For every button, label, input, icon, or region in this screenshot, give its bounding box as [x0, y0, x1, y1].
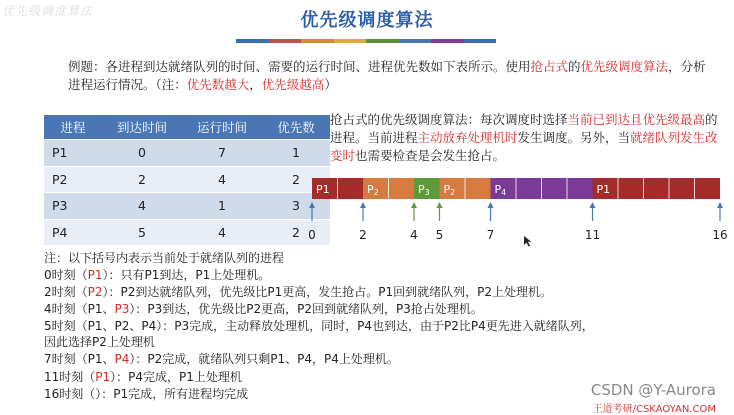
gantt-arrows: [309, 202, 723, 221]
note-highlight: P2: [87, 285, 103, 299]
title-bar-stripe: [334, 39, 367, 43]
title-bar-stripe: [464, 39, 497, 43]
gantt-segment: [593, 178, 721, 199]
note-text: 16时刻（）：P1完成，所有进程均完成: [44, 387, 249, 401]
desc-text: 的进程。当前进程: [330, 112, 718, 145]
note-text: 因此选择P2上处理机: [44, 335, 155, 349]
intro-text: 的: [568, 59, 581, 74]
note-text: ）：只有P1到达，P1上处理机。: [102, 268, 271, 282]
gantt-tick-label: 7: [486, 228, 495, 242]
title-bar-stripe: [301, 39, 334, 43]
gantt-tick-label: 11: [584, 228, 601, 242]
note-line: [44, 284, 552, 301]
process-table: [44, 115, 330, 245]
note-text: ）：P2完成，就绪队列只剩P1、P4，P4上处理机。: [129, 352, 399, 366]
table-row: [44, 193, 330, 220]
note-line: [44, 318, 594, 335]
table-row: [44, 140, 330, 167]
gantt-tick-label: 0: [308, 228, 316, 242]
intro-text: ，分析进程运行情况。（注：: [68, 59, 706, 92]
table-cell: 2: [262, 219, 330, 245]
gantt-label-sub: 4: [501, 188, 507, 197]
intro-highlight: 优先级越高: [261, 77, 325, 92]
note-text: 4时刻（P1、: [44, 302, 115, 316]
note-text: ）：P3到达，优先级比P2更高，P2回到就绪队列，P3抢占处理机。: [129, 302, 483, 316]
table-cell: 7: [182, 140, 262, 167]
intro-paragraph: [68, 58, 708, 94]
note-text: 11时刻（: [44, 370, 96, 384]
title-bar-stripe: [236, 39, 269, 43]
gantt-label-sub: 2: [373, 188, 379, 197]
desc-highlight: 就绪队列发生改变时: [330, 130, 718, 163]
table-cell: 5: [102, 219, 182, 245]
table-cell: 4: [102, 193, 182, 220]
table-cell: 1: [182, 193, 262, 220]
algorithm-description: [330, 111, 720, 165]
intro-text: ，: [249, 77, 262, 92]
gantt-label-sub: 3: [424, 188, 430, 197]
arrow-up-icon: [717, 202, 723, 208]
desc-text: 也需要检查是会发生抢占。: [355, 148, 506, 163]
gantt-label-main: P1: [596, 183, 611, 196]
table-cell: 4: [182, 219, 262, 245]
arrow-up-icon: [309, 202, 315, 208]
table-cell: P2: [44, 166, 102, 193]
note-line: [44, 369, 242, 386]
gantt-segment-label: [316, 183, 330, 196]
arrow-up-icon: [488, 202, 494, 208]
gantt-tick-label: 2: [359, 228, 367, 242]
arrow-up-icon: [590, 202, 596, 208]
table-row: [44, 219, 330, 245]
note-line: [44, 351, 399, 368]
note-highlight: P1: [87, 268, 103, 282]
table-header-cell: 到达时间: [102, 115, 182, 140]
table-header-cell: 运行时间: [182, 115, 262, 140]
arrow-up-icon: [360, 202, 366, 208]
title-bar-stripe: [431, 39, 464, 43]
title-bar-stripe: [366, 39, 399, 43]
gantt-label-main: P: [494, 183, 502, 196]
mouse-cursor-icon: [524, 236, 531, 247]
note-line: [44, 301, 483, 318]
gantt-label-main: P1: [316, 183, 330, 196]
note-text: 5时刻（P1、P2、P4）：P3完成，主动释放处理机，同时，P4也到达，由于P2比P4更先进入就绪队列，: [44, 319, 594, 333]
note-line: [44, 386, 248, 403]
gantt-label-main: P: [418, 183, 425, 196]
table-header-cell: 优先数: [262, 115, 330, 140]
desc-text: 发生调度。另外，当: [517, 130, 631, 145]
note-highlight: P1: [95, 370, 111, 384]
table-row: [44, 166, 330, 193]
note-text: 注：以下括号内表示当前处于就绪队列的进程: [44, 251, 285, 265]
gantt-tick-label: 5: [435, 228, 444, 242]
site-watermark: 王道考研/CSKAOYAN.COM: [592, 404, 716, 415]
arrow-up-icon: [411, 202, 417, 208]
gantt-chart: [306, 176, 726, 246]
arrow-up-icon: [437, 202, 443, 208]
table-cell: P4: [44, 219, 102, 245]
intro-highlight: 抢占式: [530, 59, 569, 74]
table-cell: 2: [262, 166, 330, 193]
note-text: 7时刻（P1、: [44, 352, 115, 366]
note-line: [44, 250, 284, 267]
desc-highlight: 当前已到达且优先级最高: [567, 112, 706, 127]
table-header-cell: 进程: [44, 115, 102, 140]
table-cell: 1: [262, 140, 330, 167]
intro-text: 例题：各进程到达就绪队列的时间、需要的运行时间、进程优先数如下表所示。使用: [68, 59, 531, 74]
desc-highlight: 主动放弃处理机时: [417, 130, 518, 145]
desc-text: 抢占式的优先级调度算法：每次调度时选择: [330, 112, 568, 127]
gantt-label-main: P: [367, 183, 374, 196]
watermark-logo: 优先级调度算法: [2, 4, 94, 18]
gantt-bars: [312, 178, 720, 199]
table-cell: 3: [262, 193, 330, 220]
gantt-label-sub: 2: [450, 188, 456, 197]
table-header-row: [44, 115, 330, 140]
table-cell: P3: [44, 193, 102, 220]
note-text: ）：P4完成，P1上处理机: [110, 370, 242, 384]
title-bar-stripe: [269, 39, 302, 43]
csdn-watermark: CSDN @Y-Aurora: [590, 381, 716, 399]
intro-highlight: 优先数越大: [186, 77, 250, 92]
note-text: 0时刻（: [44, 268, 88, 282]
title-bar-stripe: [399, 39, 432, 43]
note-text: 2时刻（: [44, 285, 88, 299]
table-cell: 2: [102, 166, 182, 193]
gantt-tick-label: 16: [712, 228, 728, 242]
page-title: 优先级调度算法: [300, 10, 434, 31]
gantt-ticks: [308, 228, 727, 242]
note-line: [44, 334, 155, 351]
title-color-bar: [236, 39, 496, 43]
intro-text: ）: [324, 77, 337, 92]
gantt-label-main: P: [443, 183, 451, 196]
table-cell: 0: [102, 140, 182, 167]
gantt-tick-label: 4: [410, 228, 418, 242]
note-line: [44, 267, 270, 284]
note-highlight: P4: [114, 352, 130, 366]
gantt-segment-label: [597, 183, 611, 196]
note-highlight: P3: [114, 302, 130, 316]
intro-highlight: 优先级调度算法: [580, 59, 669, 74]
table-cell: 4: [182, 166, 262, 193]
note-text: ）：P2到达就绪队列，优先级比P1更高，发生抢占。P1回到就绪队列，P2上处理机。: [102, 285, 553, 299]
table-cell: P1: [44, 140, 102, 167]
